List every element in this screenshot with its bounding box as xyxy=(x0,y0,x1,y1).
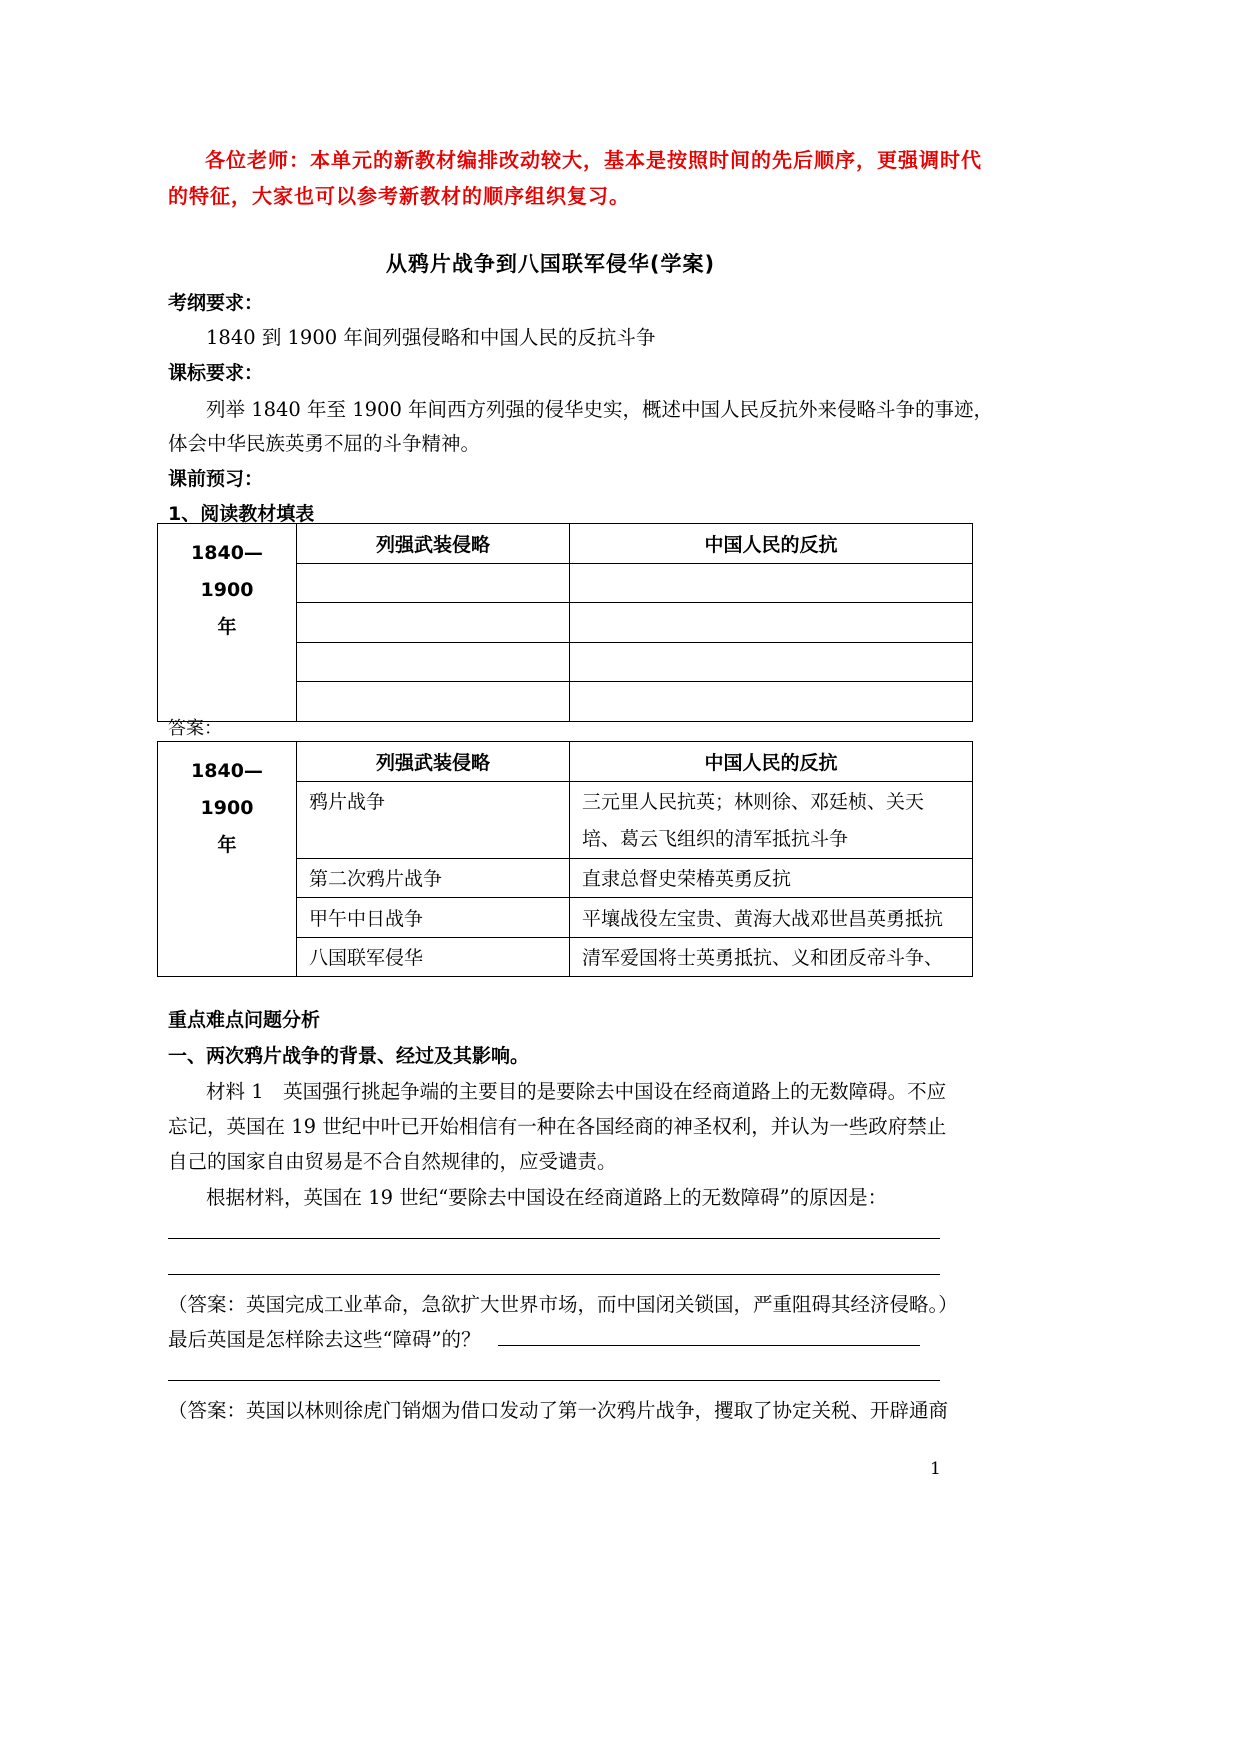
answer-1-text: （答案：英国完成工业革命，急欲扩大世界市场，而中国闭关锁国，严重阻碍其经济侵略。） xyxy=(168,1293,958,1316)
answer-line[interactable] xyxy=(168,1238,940,1239)
kebiao-text-1: 列举 1840 年至 1900 年间西方列强的侵华史实，概述中国人民反抗外来侵略斗争的事迹， xyxy=(206,398,994,421)
blank-cell[interactable] xyxy=(570,642,973,682)
kebiao-label: 课标要求： xyxy=(168,362,264,384)
blank-cell[interactable] xyxy=(297,563,570,603)
aggression-cell: 甲午中日战争 xyxy=(297,898,570,938)
aggression-cell: 鸦片战争 xyxy=(297,781,570,858)
blank-cell[interactable] xyxy=(297,603,570,643)
blank-cell[interactable] xyxy=(570,682,973,722)
notice-line-2: 的特征，大家也可以参考新教材的顺序组织复习。 xyxy=(168,184,630,208)
resistance-cell: 清军爱国将士英勇抵抗、义和团反帝斗争、 xyxy=(570,937,973,977)
year-line-1: 1840—1900 xyxy=(191,542,263,601)
answer-line[interactable] xyxy=(168,1274,940,1275)
blank-cell[interactable] xyxy=(297,682,570,722)
blank-table xyxy=(157,523,973,722)
year-line-2: 年 xyxy=(217,834,237,856)
col-resistance-header: 中国人民的反抗 xyxy=(570,742,973,782)
material-line-2: 忘记，英国在 19 世纪中叶已开始相信有一种在各国经商的神圣权利，并认为一些政府禁止 xyxy=(168,1115,947,1138)
col-aggression-header: 列强武装侵略 xyxy=(297,524,570,564)
year-cell xyxy=(158,524,297,722)
answer-line[interactable] xyxy=(168,1380,940,1381)
read-label: 1、阅读教材填表 xyxy=(168,503,315,525)
yuxi-label: 课前预习： xyxy=(168,468,264,490)
page-number: 1 xyxy=(930,1459,941,1479)
year-cell xyxy=(158,742,297,977)
year-line-1: 1840—1900 xyxy=(191,760,263,819)
answer-2-text: （答案：英国以林则徐虎门销烟为借口发动了第一次鸦片战争，攫取了协定关税、开辟通商 xyxy=(168,1399,949,1422)
col-aggression-header: 列强武装侵略 xyxy=(297,742,570,782)
blank-cell[interactable] xyxy=(570,603,973,643)
blank-cell[interactable] xyxy=(297,642,570,682)
question-1-heading: 一、两次鸦片战争的背景、经过及其影响。 xyxy=(168,1045,530,1067)
answer-table xyxy=(157,741,973,977)
notice-line-1: 各位老师：本单元的新教材编排改动较大，基本是按照时间的先后顺序，更强调时代 xyxy=(205,148,982,172)
material-line-3: 自己的国家自由贸易是不合自然规律的，应受谴责。 xyxy=(168,1150,617,1173)
resistance-cell: 平壤战役左宝贵、黄海大战邓世昌英勇抵抗 xyxy=(570,898,973,938)
resistance-cell: 三元里人民抗英；林则徐、邓廷桢、关天培、葛云飞组织的清军抵抗斗争 xyxy=(570,781,973,858)
kebiao-text-2: 体会中华民族英勇不屈的斗争精神。 xyxy=(168,432,481,455)
question-2-prompt: 最后英国是怎样除去这些“障碍”的？ xyxy=(168,1328,481,1351)
blank-cell[interactable] xyxy=(570,563,973,603)
year-line-2: 年 xyxy=(217,616,237,638)
kaogang-label: 考纲要求： xyxy=(168,292,264,314)
aggression-cell: 八国联军侵华 xyxy=(297,937,570,977)
question-1-prompt: 根据材料，英国在 19 世纪“要除去中国设在经商道路上的无数障碍”的原因是： xyxy=(206,1186,888,1209)
answer-label: 答案： xyxy=(168,718,222,739)
kaogang-text: 1840 到 1900 年间列强侵略和中国人民的反抗斗争 xyxy=(206,326,656,349)
col-resistance-header: 中国人民的反抗 xyxy=(570,524,973,564)
analysis-heading: 重点难点问题分析 xyxy=(168,1009,321,1031)
answer-line[interactable] xyxy=(498,1345,920,1346)
resistance-cell: 直隶总督史荣椿英勇反抗 xyxy=(570,858,973,898)
aggression-cell: 第二次鸦片战争 xyxy=(297,858,570,898)
material-line-1: 材料 1 英国强行挑起争端的主要目的是要除去中国设在经商道路上的无数障碍。不应 xyxy=(206,1080,947,1103)
page-title: 从鸦片战争到八国联军侵华(学案) xyxy=(385,252,716,276)
